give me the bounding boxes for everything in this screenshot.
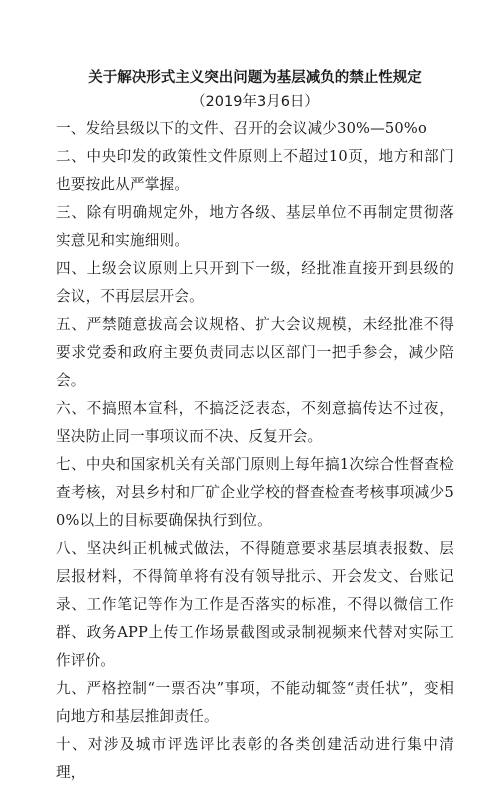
- rule-paragraph-5: 五、严禁随意拔高会议规格、扩大会议规模，未经批准不得要求党委和政府主要负责同志以区部门一把手参会，减少陪会。: [56, 316, 454, 389]
- rule-paragraph-9: 九、严格控制“一票否决”事项，不能动辄签“责任状”，变相向地方和基层推卸责任。: [56, 680, 454, 725]
- rule-paragraph-10: 十、对涉及城市评选评比表彰的各类创建活动进行集中清理，: [56, 736, 454, 781]
- rule-paragraph-8: 八、坚决纠正机械式做法，不得随意要求基层填表报数、层层报材料，不得简单将有没有领导批示、开会发文、台账记录、工作笔记等作为工作是否落实的标准，不得以微信工作群、政务APP上传工作场景截图或录制视频来代替对实际工作评价。: [56, 540, 454, 669]
- rule-paragraph-6: 六、不搞照本宣科，不搞泛泛表态，不刻意搞传达不过夜，坚决防止同一事项议而不决、反复开会。: [56, 400, 454, 445]
- rule-paragraph-1: 一、发给县级以下的文件、召开的会议减少30%—50%o: [56, 120, 427, 137]
- rule-paragraph-3: 三、除有明确规定外，地方各级、基层单位不再制定贯彻落实意见和实施细则。: [56, 204, 454, 249]
- document-date: （2019年3月6日）: [191, 94, 319, 110]
- rule-paragraph-2: 二、中央印发的政策性文件原则上不超过10页，地方和部门也要按此从严掌握。: [56, 148, 454, 193]
- rule-paragraph-7: 七、中央和国家机关有关部门原则上每年搞1次综合性督查检查考核，对县乡村和厂矿企业学校的督查检查考核事项减少50%以上的目标要确保执行到位。: [56, 456, 454, 529]
- document-title: 关于解决形式主义突出问题为基层减负的禁止性规定: [88, 70, 422, 86]
- rule-paragraph-4: 四、上级会议原则上只开到下一级，经批准直接开到县级的会议，不再层层开会。: [56, 260, 454, 305]
